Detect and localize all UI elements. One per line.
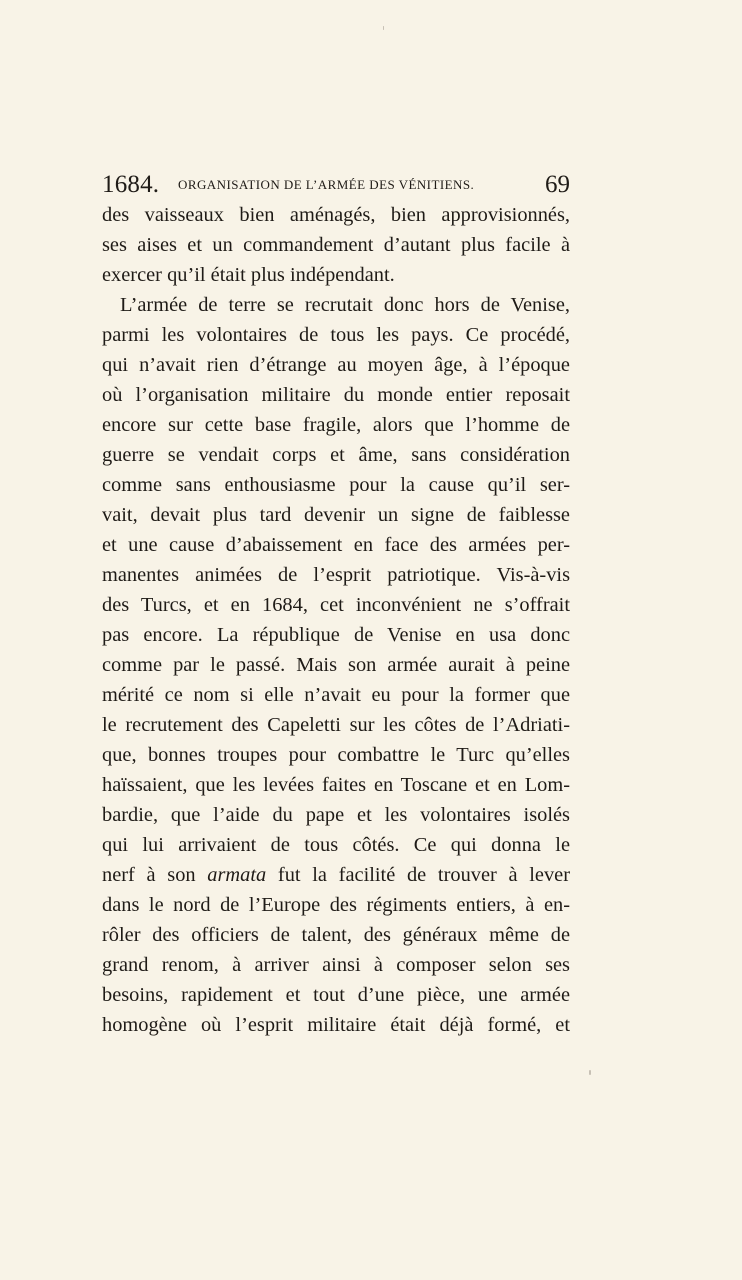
text-line: des vaisseaux bien aménagés, bien approvisionnés, <box>102 204 570 226</box>
italic-term: armata <box>207 864 267 886</box>
text-line: des Turcs, et en 1684, cet inconvénient ne s’offrait <box>102 594 570 616</box>
text-line: grand renom, à arriver ainsi à composer selon ses <box>102 954 570 976</box>
text-line: L’armée de terre se recrutait donc hors de Venise, <box>120 294 570 316</box>
paper-speck <box>383 26 384 30</box>
page-number: 69 <box>545 171 570 198</box>
text-line: comme par le passé. Mais son armée aurait à peine <box>102 654 570 676</box>
text-line: parmi les volontaires de tous les pays. Ce procédé, <box>102 324 570 346</box>
text-line: pas encore. La république de Venise en usa donc <box>102 624 570 646</box>
text-segment: fut la facilité de trouver à lever <box>266 864 570 886</box>
text-line: haïssaient, que les levées faites en Toscane et en Lom- <box>102 774 570 796</box>
body-text <box>102 200 570 1040</box>
text-line: qui n’avait rien d’étrange au moyen âge, à l’époque <box>102 354 570 376</box>
text-line: mérité ce nom si elle n’avait eu pour la former que <box>102 684 570 706</box>
text-line: comme sans enthousiasme pour la cause qu’il ser- <box>102 474 570 496</box>
running-head <box>102 170 570 200</box>
text-line: exercer qu’il était plus indépendant. <box>102 264 395 286</box>
text-segment: nerf à son <box>102 864 208 886</box>
text-line: encore sur cette base fragile, alors que l’homme de <box>102 414 570 436</box>
text-line-with-italic <box>102 860 570 890</box>
page-year: 1684. <box>102 171 160 198</box>
text-line: vait, devait plus tard devenir un signe de faiblesse <box>102 504 570 526</box>
page-title: ORGANISATION DE L’ARMÉE DES VÉNITIENS. <box>178 177 475 192</box>
text-line: ses aises et un commandement d’autant plus facile à <box>102 234 570 256</box>
text-line: le recrutement des Capeletti sur les côtes de l’Adriati- <box>102 714 570 736</box>
text-line: guerre se vendait corps et âme, sans considération <box>102 444 570 466</box>
text-line: où l’organisation militaire du monde entier reposait <box>102 384 570 406</box>
text-line: dans le nord de l’Europe des régiments entiers, à en- <box>102 894 570 916</box>
text-line: rôler des officiers de talent, des généraux même de <box>102 924 570 946</box>
text-line: besoins, rapidement et tout d’une pièce, une armée <box>102 984 570 1006</box>
text-line: manentes animées de l’esprit patriotique. Vis-à-vis <box>102 564 570 586</box>
text-line: bardie, que l’aide du pape et les volontaires isolés <box>102 804 570 826</box>
text-line: et une cause d’abaissement en face des armées per- <box>102 534 570 556</box>
text-line: homogène où l’esprit militaire était déjà formé, et <box>102 1014 570 1036</box>
text-line: qui lui arrivaient de tous côtés. Ce qui donna le <box>102 834 570 856</box>
paper-speck <box>589 1070 591 1075</box>
text-line: que, bonnes troupes pour combattre le Turc qu’elles <box>102 744 570 766</box>
